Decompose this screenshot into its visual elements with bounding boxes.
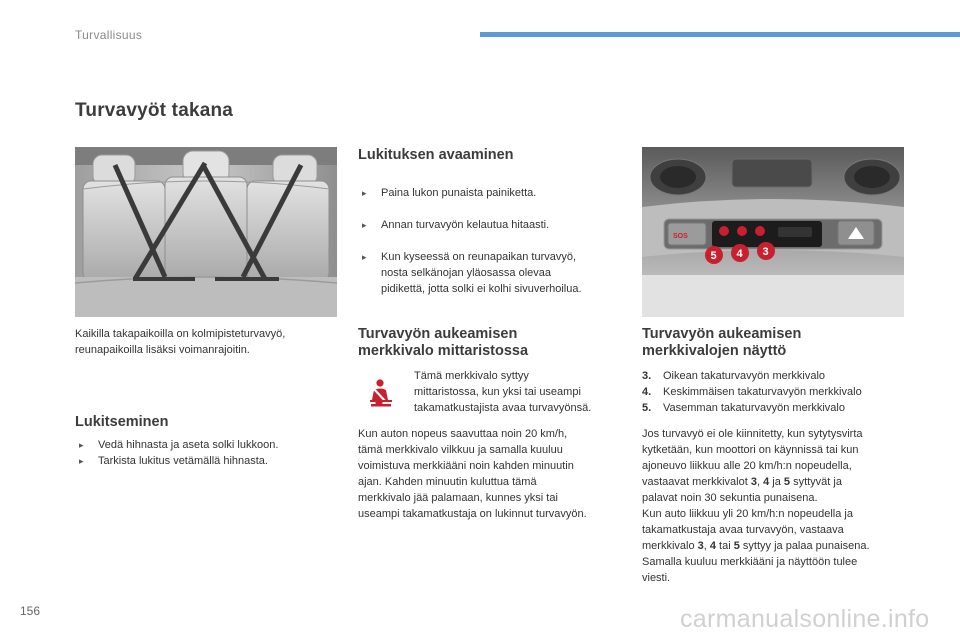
display-legend-item: 5. Vasemman takaturvavyön merkkivalo [642, 402, 845, 414]
warning-lamp-paragraph: Kun auton nopeus saavuttaa noin 20 km/h, tämä merkkivalo vilkkuu ja samalla kuuluu voimistuva merkkiääni noin kahden minuutin ajan. Kahden minuutin kuluttua tämä merkkivalo jää palamaan, kunnes yksi tai useampi takamatkustaja on lukinnut turvavyön. [358, 428, 587, 520]
intro-text: Kaikilla takapaikoilla on kolmipisteturvavyö, reunapaikoilla lisäksi voimanrajoitin. [75, 328, 286, 356]
display-legend-item: 3. Oikean takaturvavyön merkkivalo [642, 370, 826, 382]
warning-lamp-desc: Tämä merkkivalo syttyy mittaristossa, kun yksi tai useampi takamatkustajista avaa turvavyönsä. [414, 370, 592, 414]
callout-3: 3 [762, 246, 769, 258]
unlocking-step: ▸ Kun kyseessä on reunapaikan turvavyö, nosta selkänojan yläosassa olevaa pidikettä, jotta solki ei kolhi sivuverhoilua. [358, 249, 628, 297]
sos-button-label: SOS [673, 233, 688, 240]
callout-4: 4 [736, 248, 743, 260]
dashboard-indicator-photo [642, 147, 904, 317]
chapter-title: Turvallisuus [75, 28, 143, 42]
display-paragraph: Jos turvavyö ei ole kiinnitetty, kun sytytysvirta kytketään, kun moottori on käynnissä tai kun ajoneuvo liikkuu alle 20 km/h:n nopeudella, vastaavat merkkivalot 3, 4 ja 5 syttyvät ja palavat noin 30 sekuntia punaisena. Kun auto liikkuu yli 20 km/h:n nopeudella ja takamatkustaja avaa turvavyön, vastaava merkkivalo 3, 4 tai 5 syttyy ja palaa punaisena. Samalla kuuluu merkkiääni ja näyttöön tulee viesti. [642, 428, 870, 584]
unlocking-step: ▸ Paina lukon punaista painiketta. [358, 185, 628, 201]
callout-5: 5 [710, 250, 717, 262]
chapter-accent-bar [480, 32, 960, 37]
display-heading: Turvavyön aukeamisen merkkivalojen näyttö [642, 326, 802, 359]
rear-seats-photo [75, 147, 337, 317]
locking-step: ▸ Tarkista lukitus vetämällä hihnasta. [75, 453, 335, 469]
display-legend-item: 4. Keskimmäisen takaturvavyön merkkivalo [642, 386, 862, 398]
page-number: 156 [20, 604, 41, 618]
watermark: carmanualsonline.info [680, 605, 930, 633]
unlocking-step: ▸ Annan turvavyön kelautua hitaasti. [358, 217, 628, 233]
warning-lamp-heading: Turvavyön aukeamisen merkkivalo mittaristossa [358, 326, 529, 359]
unlocking-steps [358, 169, 628, 313]
locking-steps [75, 437, 335, 469]
locking-step: ▸ Vedä hihnasta ja aseta solki lukkoon. [75, 437, 335, 453]
display-legend [642, 368, 862, 416]
unlocking-heading: Lukituksen avaaminen [358, 147, 514, 163]
seatbelt-warning-icon [367, 378, 395, 408]
page-title: Turvavyöt takana [75, 100, 234, 121]
locking-heading: Lukitseminen [75, 414, 169, 430]
